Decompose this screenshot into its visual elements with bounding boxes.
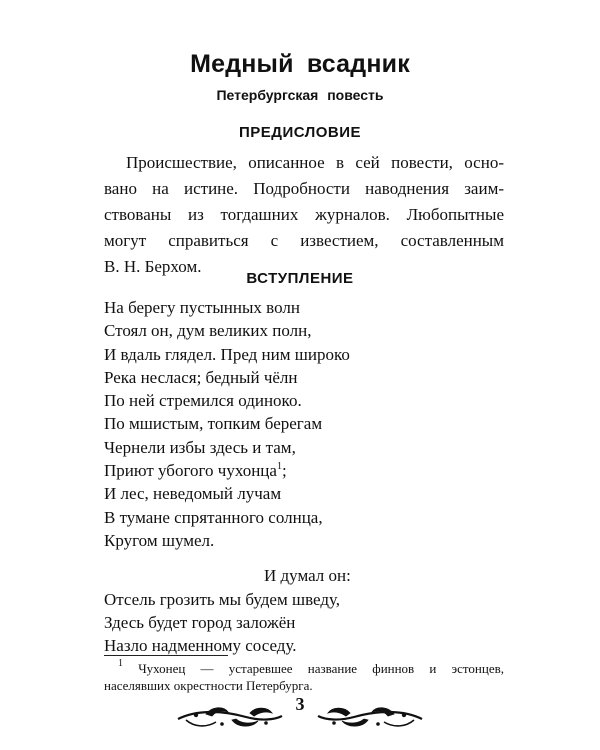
verse-line: И думал он: [264, 566, 351, 586]
verse-line-text: Приют убогого чухонца [104, 461, 277, 481]
verse-line: В тумане спрятанного солнца, [104, 507, 323, 527]
preface-line: вано на истине. Подробности наводнения заим- [104, 179, 504, 198]
footnote-line: населявших окрестности Петербурга. [104, 678, 313, 693]
page-number: 3 [295, 694, 305, 714]
verse-line: И лес, неведомый лучам [104, 484, 282, 504]
verse-line: По мшистым, топким берегам [104, 414, 323, 434]
verse-line: Назло надменному соседу. [104, 636, 297, 656]
page-title: Медный всадник [190, 50, 410, 78]
verse-line: Стоял он, дум великих полн, [104, 321, 312, 341]
preface-line: могут справиться с известием, составленным [104, 231, 504, 250]
footnote [104, 660, 504, 694]
preface-line: В. Н. Берхом. [104, 257, 202, 276]
footnote-marker: 1 [118, 658, 123, 669]
preface-line: ствованы из тогдашних журналов. Любопытные [104, 205, 504, 224]
page-subtitle: Петербургская повесть [216, 87, 384, 103]
poem-verse [104, 296, 351, 657]
footnote-line [104, 660, 504, 677]
stanza-break [104, 552, 351, 564]
footnote-divider [104, 655, 228, 656]
intro-heading: ВСТУПЛЕНИЕ [246, 270, 354, 287]
verse-line: Здесь будет город заложён [104, 612, 296, 632]
verse-line: И вдаль глядел. Пред ним широко [104, 344, 350, 364]
verse-line: Отсель грозить мы будем шведу, [104, 589, 341, 609]
verse-line: По ней стремился одиноко. [104, 391, 302, 411]
preface-line: Происшествие, описанное в сей повести, осно- [126, 153, 504, 172]
verse-line-punctuation: ; [281, 461, 287, 481]
verse-line: На берегу пустынных волн [104, 298, 300, 317]
verse-line: Кругом шумел. [104, 530, 215, 550]
footnote-reference[interactable]: 1 [276, 461, 282, 473]
footnote-text: Чухонец — устаревшее название финнов и эстонцев, [138, 661, 504, 676]
verse-line [104, 459, 351, 482]
preface-text [104, 150, 504, 280]
preface-heading: ПРЕДИСЛОВИЕ [238, 124, 362, 141]
verse-line: Чернели избы здесь и там, [104, 437, 296, 457]
verse-line: Река неслася; бедный чёлн [104, 367, 298, 387]
